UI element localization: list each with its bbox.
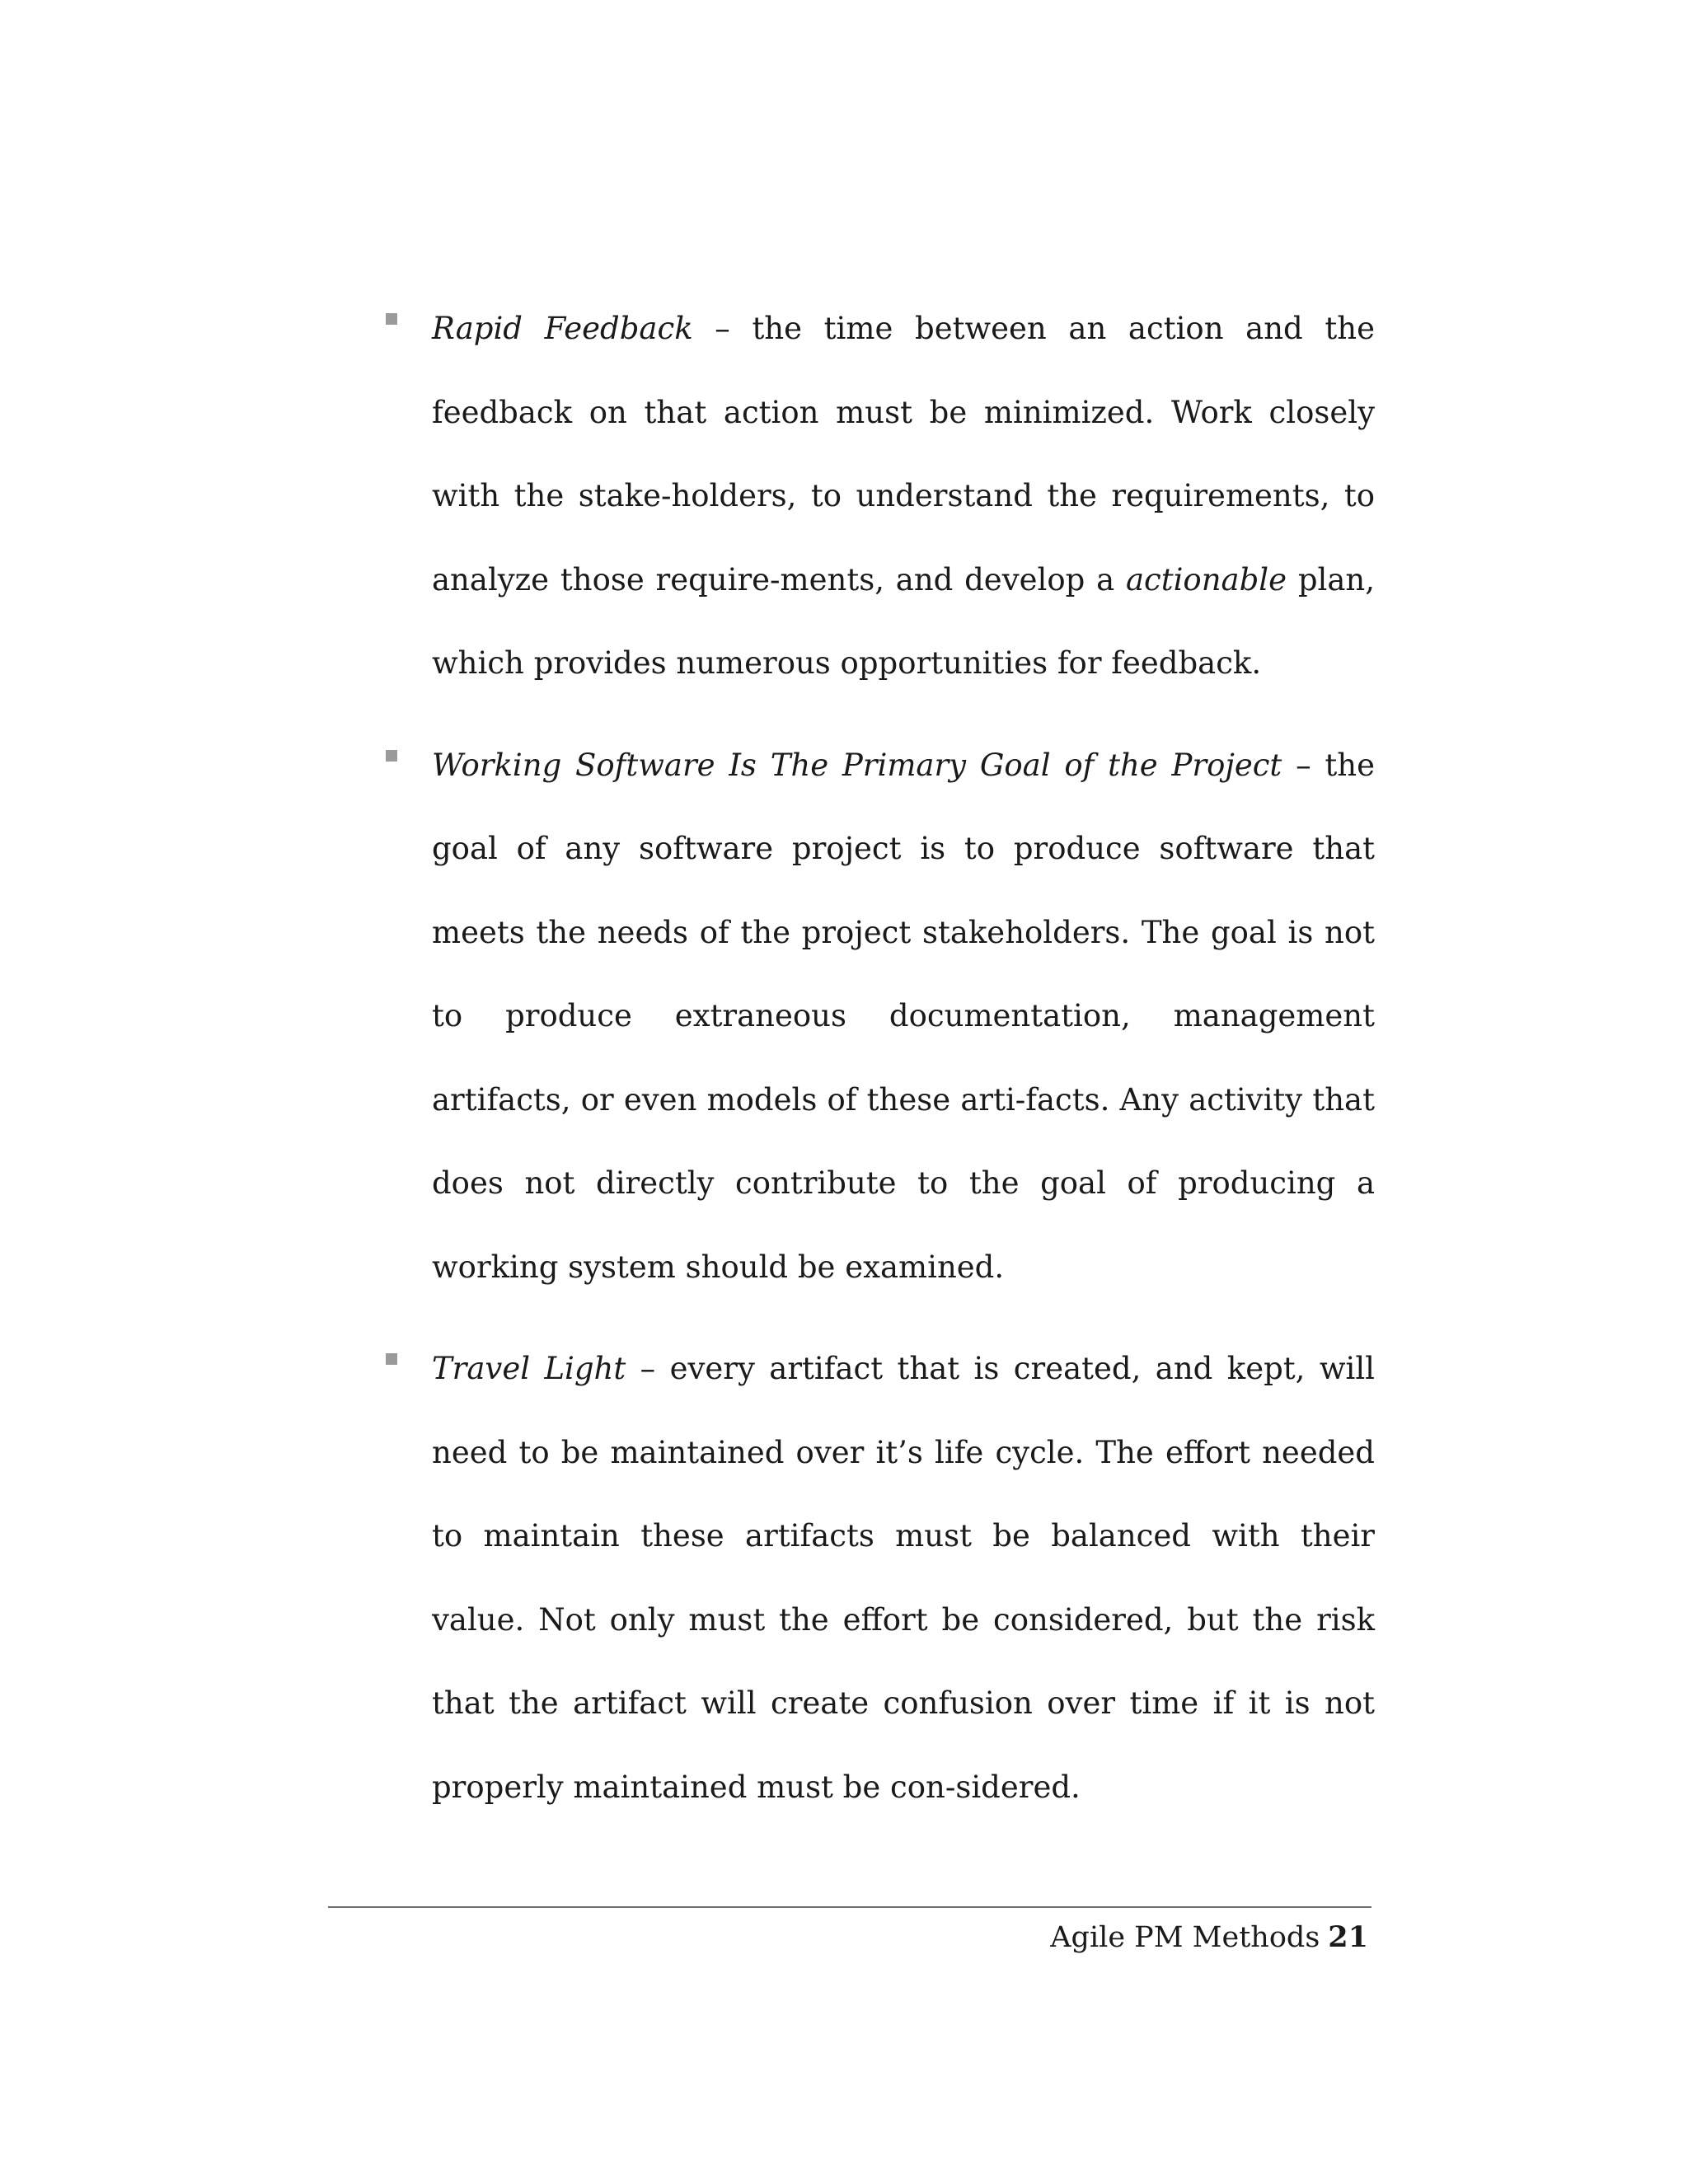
term-heading: Travel Light (432, 1351, 626, 1386)
paragraph (432, 724, 1375, 1310)
list-item (386, 724, 1375, 1310)
term-heading: Working Software Is The Primary Goal of the Project (432, 747, 1282, 783)
body-text: every artifact that is created, and kept, will need to be maintained over it’s life cycle. The effort needed to maintain these artifacts must be balanced with their value. Not only must the effort be considered, but the risk that the artifact will create confusion over time if it is not properly maintained must be con-sidered. (432, 1351, 1375, 1805)
emphasis-text: actionable (1125, 561, 1287, 598)
square-bullet-icon (386, 1353, 397, 1365)
square-bullet-icon (386, 313, 397, 325)
term-heading: Rapid Feedback (432, 311, 693, 346)
page-footer (1050, 1917, 1368, 1958)
dash: – (692, 311, 753, 346)
footer-divider (328, 1906, 1372, 1908)
running-title: Agile PM Methods (1050, 1921, 1320, 1954)
paragraph (432, 287, 1375, 705)
page-number: 21 (1328, 1920, 1368, 1954)
bullet-list (386, 287, 1375, 1847)
dash: – (1282, 747, 1325, 783)
paragraph (432, 1327, 1375, 1829)
body-text: the time between an action and the feedback on that action must be minimized. Work closely with the stake-holders, to understand the requirements, to analyze those require-ments, and develop a (432, 311, 1375, 598)
square-bullet-icon (386, 750, 397, 762)
dash: – (626, 1351, 670, 1386)
body-text: plan, which provides numerous opportunities for feedback. (432, 561, 1375, 681)
list-item (386, 1327, 1375, 1829)
body-text: the goal of any software project is to produce software that meets the needs of the project stakeholders. The goal is not to produce extraneous documentation, management artifacts, or even models of these arti-facts. Any activity that does not directly contribute to the goal of producing a working system should be examined. (432, 747, 1375, 1285)
list-item (386, 287, 1375, 705)
